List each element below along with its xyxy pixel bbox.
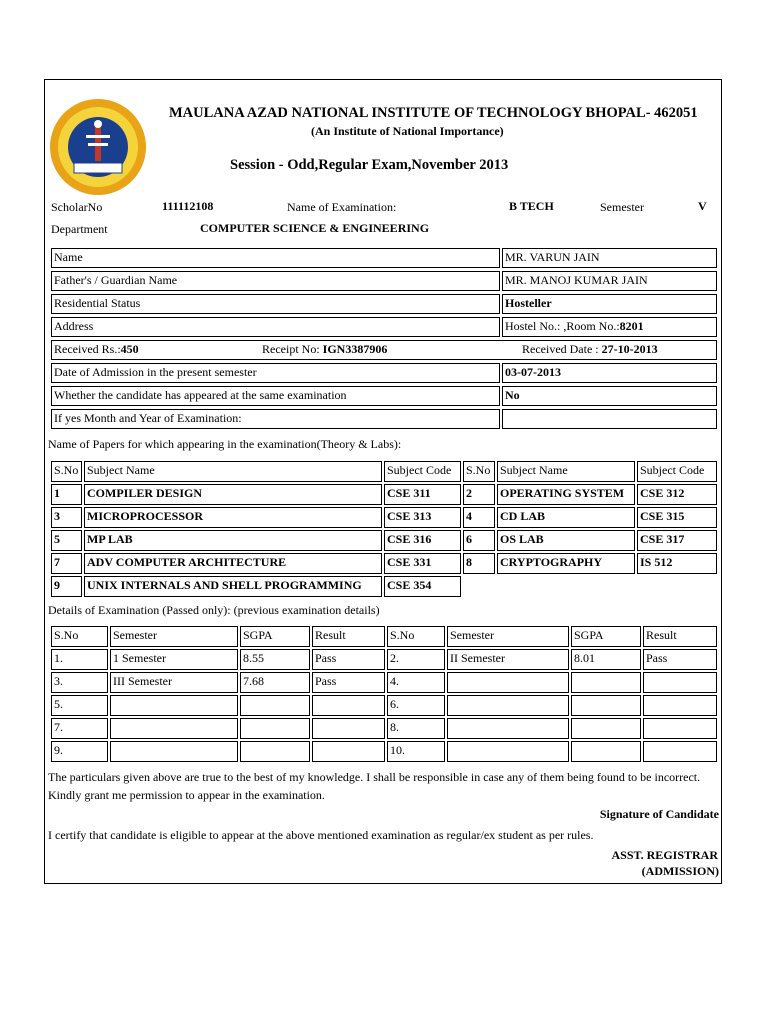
previous-cell — [240, 741, 310, 762]
paper-cell: 4 — [463, 507, 495, 528]
previous-cell — [571, 672, 641, 693]
department-label: Department — [51, 222, 108, 236]
room-value: 8201 — [619, 319, 644, 333]
paper-cell: MP LAB — [84, 530, 382, 551]
receipt-row — [51, 340, 717, 360]
previous-cell — [110, 718, 238, 739]
previous-cell — [240, 695, 310, 716]
paper-cell: CSE 354 — [384, 576, 461, 597]
previous-cell: Pass — [312, 672, 385, 693]
paper-cell: CSE 331 — [384, 553, 461, 574]
previous-cell — [643, 718, 717, 739]
previous-cell — [110, 695, 238, 716]
paper-cell: MICROPROCESSOR — [84, 507, 382, 528]
previous-cell: 8.55 — [240, 649, 310, 670]
previous-cell — [643, 672, 717, 693]
exam-label: Name of Examination: — [287, 200, 397, 214]
previous-cell: 8. — [387, 718, 445, 739]
paper-cell: OS LAB — [497, 530, 635, 551]
scholar-label: ScholarNo — [51, 200, 103, 214]
paper-cell: CSE 311 — [384, 484, 461, 505]
admit-form — [44, 79, 722, 884]
previous-header-cell: S.No — [51, 626, 108, 647]
appeared-label: Whether the candidate has appeared at the same examination — [51, 386, 500, 406]
received-value: 450 — [120, 342, 139, 356]
paper-cell: 6 — [463, 530, 495, 551]
papers-caption: Name of Papers for which appearing in the examination(Theory & Labs): — [48, 437, 402, 451]
paper-header-cell: S.No — [463, 461, 495, 482]
paper-cell: OPERATING SYSTEM — [497, 484, 635, 505]
received-label: Received Rs.: — [54, 342, 121, 356]
previous-header-cell: Result — [643, 626, 717, 647]
paper-cell: 1 — [51, 484, 82, 505]
previous-header-cell: Semester — [447, 626, 569, 647]
receipt-number — [262, 341, 387, 358]
previous-cell — [571, 741, 641, 762]
paper-header-cell: Subject Code — [384, 461, 461, 482]
department-value: COMPUTER SCIENCE & ENGINEERING — [200, 221, 430, 235]
receipt-value: IGN3387906 — [322, 342, 388, 356]
previous-cell: 1. — [51, 649, 108, 670]
father-label: Father's / Guardian Name — [51, 271, 500, 291]
session-title: Session - Odd,Regular Exam,November 2013 — [230, 157, 509, 173]
paper-cell: 2 — [463, 484, 495, 505]
previous-header-cell: S.No — [387, 626, 445, 647]
registrar-dept: (ADMISSION) — [641, 864, 719, 878]
month-year-value — [502, 409, 717, 429]
certify-text: I certify that candidate is eligible to appear at the above mentioned examination as regular/ex student as per rules. — [48, 828, 594, 842]
paper-cell: CSE 316 — [384, 530, 461, 551]
received-date — [522, 341, 658, 358]
paper-cell: CSE 315 — [637, 507, 717, 528]
previous-cell: 4. — [387, 672, 445, 693]
father-value: MR. MANOJ KUMAR JAIN — [502, 271, 717, 291]
previous-cell: 8.01 — [571, 649, 641, 670]
previous-cell: III Semester — [110, 672, 238, 693]
previous-cell: Pass — [643, 649, 717, 670]
hostel-label: Hostel No.: ,Room No.: — [505, 319, 620, 333]
exam-value: B TECH — [509, 199, 554, 213]
admission-label: Date of Admission in the present semester — [51, 363, 500, 383]
previous-cell — [312, 695, 385, 716]
paper-cell: 7 — [51, 553, 82, 574]
institute-name: MAULANA AZAD NATIONAL INSTITUTE OF TECHNOLOGY BHOPAL- 462051 — [169, 105, 698, 121]
previous-header-cell: Result — [312, 626, 385, 647]
paper-header-cell: S.No — [51, 461, 82, 482]
previous-cell: 7. — [51, 718, 108, 739]
previous-cell: 5. — [51, 695, 108, 716]
previous-cell: 9. — [51, 741, 108, 762]
paper-cell: 9 — [51, 576, 82, 597]
signature-label: Signature of Candidate — [599, 807, 719, 821]
previous-cell — [571, 695, 641, 716]
previous-cell — [110, 741, 238, 762]
previous-cell: Pass — [312, 649, 385, 670]
previous-cell: 1 Semester — [110, 649, 238, 670]
appeared-value: No — [502, 386, 717, 406]
paper-cell: CSE 317 — [637, 530, 717, 551]
paper-header-cell: Subject Name — [497, 461, 635, 482]
previous-caption: Details of Examination (Passed only): (previous examination details) — [48, 603, 380, 617]
paper-cell: CSE 313 — [384, 507, 461, 528]
paper-cell: CSE 312 — [637, 484, 717, 505]
paper-cell: CD LAB — [497, 507, 635, 528]
address-label: Address — [51, 317, 500, 337]
previous-cell: II Semester — [447, 649, 569, 670]
paper-header-cell: Subject Name — [84, 461, 382, 482]
previous-cell: 10. — [387, 741, 445, 762]
paper-cell: ADV COMPUTER ARCHITECTURE — [84, 553, 382, 574]
paper-cell: COMPILER DESIGN — [84, 484, 382, 505]
previous-header-cell: SGPA — [571, 626, 641, 647]
paper-cell: CRYPTOGRAPHY — [497, 553, 635, 574]
receipt-label: Receipt No: — [262, 342, 320, 356]
previous-header-cell: Semester — [110, 626, 238, 647]
name-value: MR. VARUN JAIN — [502, 248, 717, 268]
previous-cell — [312, 718, 385, 739]
hostel-room — [502, 317, 717, 337]
semester-value: V — [698, 199, 707, 213]
paper-cell: IS 512 — [637, 553, 717, 574]
residential-value: Hosteller — [502, 294, 717, 314]
registrar-title: ASST. REGISTRAR — [611, 848, 718, 862]
month-year-label: If yes Month and Year of Examination: — [51, 409, 500, 429]
paper-cell: UNIX INTERNALS AND SHELL PROGRAMMING — [84, 576, 382, 597]
received-date-value: 27-10-2013 — [601, 342, 658, 356]
previous-cell: 3. — [51, 672, 108, 693]
previous-cell — [643, 741, 717, 762]
received-date-label: Received Date : — [522, 342, 599, 356]
previous-cell — [447, 741, 569, 762]
previous-cell — [240, 718, 310, 739]
declaration-text: The particulars given above are true to the best of my knowledge. I shall be responsible in case any of them being found to be incorrect. Kindly grant me permission to appear in the examination. — [48, 770, 701, 802]
name-label: Name — [51, 248, 500, 268]
previous-cell — [643, 695, 717, 716]
received-amount — [54, 341, 139, 358]
previous-cell — [447, 672, 569, 693]
previous-cell — [571, 718, 641, 739]
previous-cell — [312, 741, 385, 762]
paper-cell: 5 — [51, 530, 82, 551]
previous-cell — [447, 695, 569, 716]
admission-value: 03-07-2013 — [502, 363, 717, 383]
paper-cell: 3 — [51, 507, 82, 528]
previous-cell: 7.68 — [240, 672, 310, 693]
institute-logo-icon — [48, 97, 148, 197]
previous-cell: 6. — [387, 695, 445, 716]
residential-label: Residential Status — [51, 294, 500, 314]
previous-header-cell: SGPA — [240, 626, 310, 647]
institute-subtitle: (An Institute of National Importance) — [311, 124, 504, 138]
semester-label: Semester — [600, 200, 644, 214]
paper-cell: 8 — [463, 553, 495, 574]
scholar-value: 111112108 — [162, 199, 214, 213]
previous-cell — [447, 718, 569, 739]
paper-header-cell: Subject Code — [637, 461, 717, 482]
previous-cell: 2. — [387, 649, 445, 670]
